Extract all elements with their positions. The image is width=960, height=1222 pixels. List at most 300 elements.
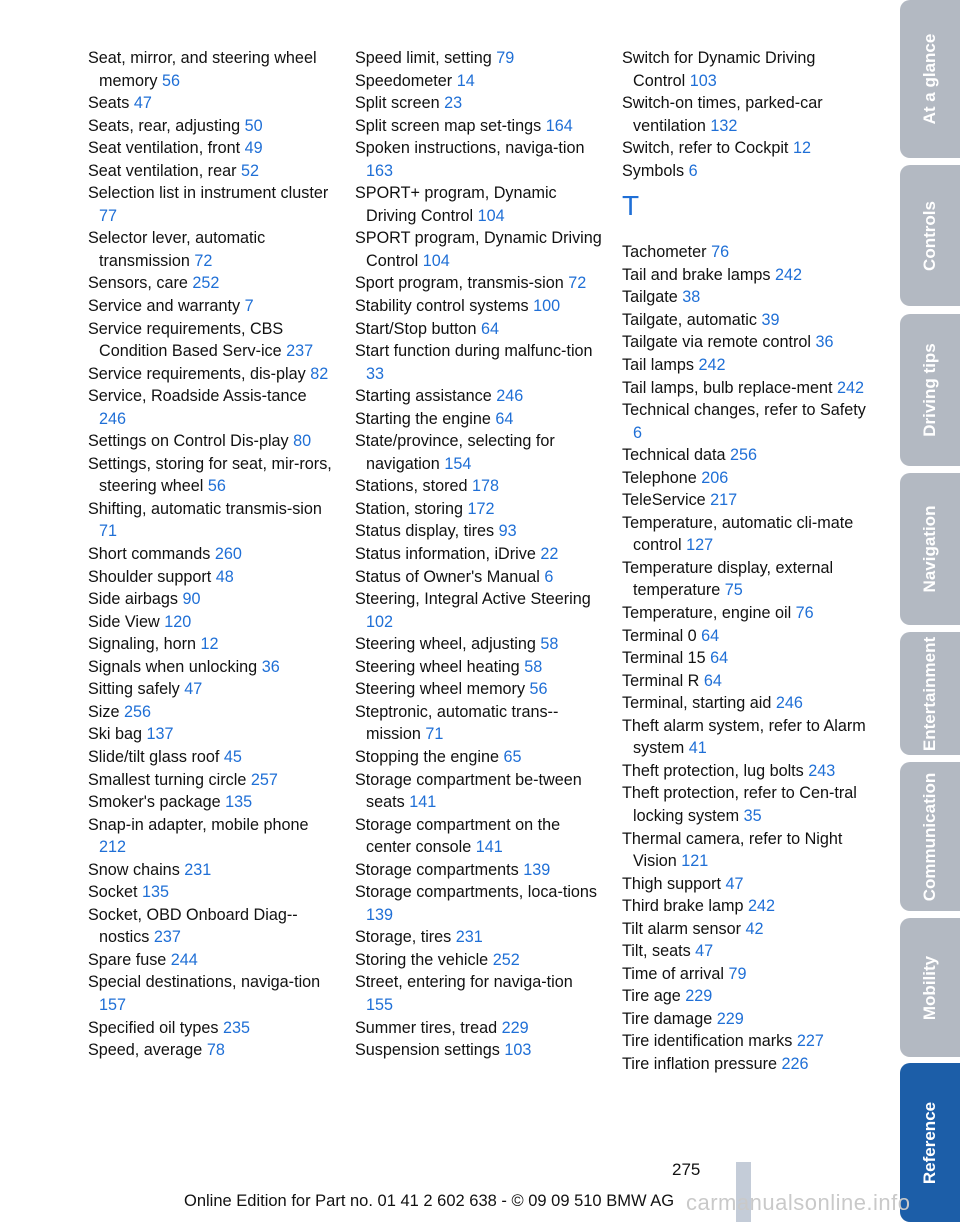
page-reference-link[interactable]: 104 <box>477 206 505 225</box>
page-reference-link[interactable]: 120 <box>164 612 192 631</box>
page-reference-link[interactable]: 141 <box>475 838 503 857</box>
sidebar-tab-label: Mobility <box>920 955 939 1020</box>
index-entry <box>355 408 603 431</box>
index-entry <box>88 588 336 611</box>
entry-term: Steering, Integral Active Steering <box>355 590 591 609</box>
entry-term: Temperature, engine oil <box>622 604 792 623</box>
page-reference-link[interactable]: 178 <box>471 477 499 496</box>
page-reference-link[interactable]: 243 <box>808 761 836 780</box>
index-entry <box>622 489 872 512</box>
entry-term: Shoulder support <box>88 567 212 586</box>
index-entry <box>622 241 872 264</box>
entry-term: Stability control systems <box>355 297 529 316</box>
index-entry <box>355 746 603 769</box>
sidebar-tab-label: Controls <box>920 200 939 271</box>
page-reference-link[interactable]: 52 <box>240 161 259 180</box>
entry-term: Split screen <box>355 94 440 113</box>
index-entry <box>622 760 872 783</box>
entry-term: Terminal 0 <box>622 626 697 645</box>
entry-term: Ski bag <box>88 725 142 744</box>
entry-term: Time of arrival <box>622 964 724 983</box>
entry-term: Seat ventilation, front <box>88 139 241 158</box>
index-entry <box>355 656 603 679</box>
page-reference-link[interactable]: 256 <box>124 702 152 721</box>
index-entry <box>622 377 872 400</box>
page-reference-link[interactable]: 76 <box>711 243 730 262</box>
entry-term: Seat, mirror, and steering wheel memory <box>88 49 317 90</box>
index-entry <box>622 557 872 602</box>
page-reference-link[interactable]: 260 <box>214 545 242 564</box>
entry-term: Tailgate via remote control <box>622 333 811 352</box>
page-reference-link[interactable]: 100 <box>533 297 561 316</box>
entry-term: Summer tires, tread <box>355 1018 498 1037</box>
section-letter-heading: T <box>622 190 640 222</box>
page-reference-link[interactable]: 157 <box>99 995 127 1014</box>
entry-term: TeleService <box>622 491 706 510</box>
page-reference-link[interactable]: 154 <box>444 454 472 473</box>
index-entry <box>355 430 603 475</box>
index-entry <box>622 1053 872 1076</box>
index-entry <box>355 47 603 70</box>
entry-term: Speed, average <box>88 1041 203 1060</box>
index-entry <box>88 678 336 701</box>
index-entry <box>88 723 336 746</box>
index-entry <box>88 227 336 272</box>
entry-term: Side airbags <box>88 590 178 609</box>
page-reference-link[interactable]: 217 <box>710 491 738 510</box>
index-entry <box>88 746 336 769</box>
page-reference-link[interactable]: 71 <box>99 522 118 541</box>
entry-term: Thermal camera, refer to Night Vision <box>622 829 843 871</box>
index-entry <box>355 295 603 318</box>
entry-term: Signaling, horn <box>88 635 196 654</box>
entry-term: SPORT program, Dynamic Driving Control <box>355 229 602 270</box>
index-entry <box>622 782 872 827</box>
page-reference-link[interactable]: 78 <box>206 1041 225 1060</box>
index-entry <box>88 385 336 430</box>
page-reference-link[interactable]: 252 <box>192 274 220 293</box>
page-reference-link[interactable]: 135 <box>142 883 170 902</box>
page-reference-link[interactable]: 56 <box>207 477 226 496</box>
index-entry <box>88 430 336 453</box>
page-reference-link[interactable]: 45 <box>223 747 242 766</box>
entry-term: Status of Owner's Manual <box>355 567 540 586</box>
entry-term: Temperature, automatic cli-mate control <box>622 513 854 555</box>
sidebar-tab-label: Entertainment <box>920 636 939 751</box>
index-entry <box>622 1008 872 1031</box>
index-entry <box>355 701 603 746</box>
index-entry <box>88 701 336 724</box>
page-reference-link[interactable]: 246 <box>775 694 803 713</box>
index-entry <box>88 633 336 656</box>
entry-term: Theft protection, lug bolts <box>622 761 804 780</box>
page-reference-link[interactable]: 237 <box>286 342 314 361</box>
entry-term: Switch for Dynamic Driving Control <box>622 49 816 90</box>
page-reference-link[interactable]: 242 <box>774 265 802 284</box>
entry-term: Tire identification marks <box>622 1032 793 1051</box>
index-entry <box>622 92 872 137</box>
page-reference-link[interactable]: 49 <box>244 139 263 158</box>
entry-term: Special destinations, naviga-tion <box>88 973 321 992</box>
sidebar-tab-at-a-glance[interactable] <box>900 0 960 158</box>
index-entry <box>622 647 872 670</box>
index-entry <box>622 985 872 1008</box>
index-entry <box>88 656 336 679</box>
index-entry <box>88 791 336 814</box>
entry-term: Third brake lamp <box>622 897 744 916</box>
page-reference-link[interactable]: 77 <box>99 206 118 225</box>
page-reference-link[interactable]: 127 <box>686 536 714 555</box>
page-reference-link[interactable]: 65 <box>503 747 522 766</box>
entry-term: Technical changes, refer to Safety <box>622 401 866 420</box>
page-reference-link[interactable]: 64 <box>481 319 500 338</box>
page-reference-link[interactable]: 14 <box>456 71 475 90</box>
page-reference-link[interactable]: 102 <box>366 612 394 631</box>
page-reference-link[interactable]: 36 <box>815 333 834 352</box>
index-entry <box>355 227 603 272</box>
entry-term: Terminal, starting aid <box>622 694 772 713</box>
page-reference-link[interactable]: 36 <box>261 657 280 676</box>
page-reference-link[interactable]: 155 <box>366 995 394 1014</box>
sidebar-tab-mobility[interactable] <box>900 918 960 1057</box>
page-reference-link[interactable]: 12 <box>200 635 219 654</box>
page-reference-link[interactable]: 35 <box>743 806 762 825</box>
page-reference-link[interactable]: 64 <box>701 626 720 645</box>
entry-term: Stations, stored <box>355 477 468 496</box>
page-reference-link[interactable]: 79 <box>496 49 515 67</box>
index-entry <box>355 498 603 521</box>
index-entry <box>622 625 872 648</box>
entry-term: Storage compartment be-tween seats <box>355 770 582 812</box>
page-reference-link[interactable]: 64 <box>495 409 514 428</box>
entry-term: Socket, OBD Onboard Diag-nostics <box>88 905 298 947</box>
page-reference-link[interactable]: 257 <box>250 770 278 789</box>
page-reference-link[interactable]: 164 <box>545 116 573 135</box>
index-entry <box>355 115 603 138</box>
page-reference-link[interactable]: 56 <box>529 680 548 699</box>
page-reference-link[interactable]: 64 <box>710 649 729 668</box>
sidebar-tab-navigation[interactable] <box>900 473 960 625</box>
index-column-2 <box>355 47 603 1062</box>
entry-term: Snow chains <box>88 860 180 879</box>
entry-term: Tilt alarm sensor <box>622 919 742 938</box>
index-entry <box>622 47 872 92</box>
page-reference-link[interactable]: 72 <box>194 251 213 270</box>
index-entry <box>355 272 603 295</box>
page-reference-link[interactable]: 39 <box>761 310 780 329</box>
page-reference-link[interactable]: 229 <box>501 1018 529 1037</box>
index-entry <box>355 385 603 408</box>
page-reference-link[interactable]: 227 <box>796 1032 824 1051</box>
entry-term: Spare fuse <box>88 950 167 969</box>
entry-term: Tilt, seats <box>622 942 691 961</box>
sidebar-tab-entertainment[interactable] <box>900 632 960 755</box>
entry-term: Seat ventilation, rear <box>88 161 237 180</box>
index-entry <box>355 633 603 656</box>
index-entry <box>88 115 336 138</box>
index-entry <box>88 498 336 543</box>
index-entry <box>88 1039 336 1062</box>
page-number: 275 <box>672 1160 701 1179</box>
entry-term: Steering wheel, adjusting <box>355 635 536 654</box>
entry-term: Temperature display, external temperature <box>622 558 834 600</box>
entry-term: Tire damage <box>622 1009 713 1028</box>
index-entry <box>88 611 336 634</box>
index-entry <box>355 340 603 385</box>
page-reference-link[interactable]: 172 <box>467 499 495 518</box>
index-entry <box>88 92 336 115</box>
index-entry <box>355 859 603 882</box>
entry-term: Storing the vehicle <box>355 950 489 969</box>
page-reference-link[interactable]: 103 <box>689 71 717 90</box>
index-entry <box>88 814 336 859</box>
page-reference-link[interactable]: 80 <box>293 432 312 451</box>
page-reference-link[interactable]: 71 <box>425 725 444 744</box>
page-reference-link[interactable]: 242 <box>837 378 865 397</box>
index-entry <box>88 363 336 386</box>
index-entry <box>355 1039 603 1062</box>
page-reference-link[interactable]: 139 <box>366 905 394 924</box>
page-reference-link[interactable]: 206 <box>701 468 729 487</box>
page-reference-link[interactable]: 244 <box>170 950 198 969</box>
index-entry <box>622 264 872 287</box>
page-reference-link[interactable]: 135 <box>225 793 253 812</box>
index-entry <box>622 286 872 309</box>
entry-term: Tail and brake lamps <box>622 265 771 284</box>
page-reference-link[interactable]: 12 <box>792 139 811 158</box>
page-reference-link[interactable]: 58 <box>540 635 559 654</box>
index-entry <box>622 602 872 625</box>
page-reference-link[interactable]: 76 <box>795 604 814 623</box>
page-reference-link[interactable]: 79 <box>728 964 747 983</box>
entry-term: Theft alarm system, refer to Alarm system <box>622 716 866 758</box>
entry-term: Smoker's package <box>88 793 221 812</box>
index-entry <box>88 47 336 92</box>
sidebar-tab-controls[interactable] <box>900 165 960 306</box>
entry-term: Steering wheel memory <box>355 680 526 699</box>
entry-term: Telephone <box>622 468 697 487</box>
page-reference-link[interactable]: 242 <box>698 356 726 375</box>
index-entry <box>622 692 872 715</box>
page-reference-link[interactable]: 246 <box>496 387 524 406</box>
sidebar-tab-label: Driving tips <box>920 343 939 437</box>
page-reference-link[interactable]: 237 <box>153 928 181 947</box>
entry-term: Settings on Control Dis-play <box>88 432 289 451</box>
entry-term: Specified oil types <box>88 1018 219 1037</box>
index-entry <box>622 331 872 354</box>
index-entry <box>355 520 603 543</box>
entry-term: Switch-on times, parked-car ventilation <box>622 94 823 135</box>
page-reference-link[interactable]: 7 <box>244 297 254 316</box>
page-reference-link[interactable]: 33 <box>366 364 385 383</box>
page-reference-link[interactable]: 252 <box>492 950 520 969</box>
page-reference-link[interactable]: 235 <box>222 1018 250 1037</box>
page-reference-link[interactable]: 47 <box>133 94 152 113</box>
index-entry <box>88 295 336 318</box>
page-reference-link[interactable]: 137 <box>146 725 174 744</box>
page-reference-link[interactable]: 82 <box>310 364 329 383</box>
page-reference-link[interactable]: 41 <box>688 739 707 758</box>
entry-term: Sport program, transmis-sion <box>355 274 564 293</box>
page-reference-link[interactable]: 256 <box>730 446 758 465</box>
page-reference-link[interactable]: 47 <box>695 942 714 961</box>
index-entry <box>88 160 336 183</box>
entry-term: Selection list in instrument cluster <box>88 184 329 203</box>
entry-term: Snap-in adapter, mobile phone <box>88 815 309 834</box>
entry-term: Service requirements, dis-play <box>88 364 306 383</box>
entry-term: Stopping the engine <box>355 747 500 766</box>
page-reference-link[interactable]: 242 <box>747 897 775 916</box>
entry-term: Seats, rear, adjusting <box>88 116 241 135</box>
index-entry <box>355 814 603 859</box>
index-entry <box>88 566 336 589</box>
entry-term: Steptronic, automatic trans-mission <box>355 702 559 744</box>
index-entry <box>355 926 603 949</box>
index-entry <box>355 881 603 926</box>
entry-term: Starting assistance <box>355 387 492 406</box>
index-entry <box>88 137 336 160</box>
entry-term: Seats <box>88 94 130 113</box>
page-reference-link[interactable]: 103 <box>504 1041 532 1060</box>
page-reference-link[interactable]: 229 <box>716 1009 744 1028</box>
page-reference-link[interactable]: 141 <box>409 793 437 812</box>
page-reference-link[interactable]: 226 <box>781 1054 809 1073</box>
index-entry <box>355 566 603 589</box>
entry-term: Start/Stop button <box>355 319 477 338</box>
footer-text: Online Edition for Part no. 01 41 2 602 638 - © 09 09 510 BMW AG <box>184 1192 675 1210</box>
entry-term: Settings, storing for seat, mir-rors, steering wheel <box>88 454 332 496</box>
index-column-1 <box>88 47 336 1062</box>
page-reference-link[interactable]: 50 <box>244 116 263 135</box>
entry-term: Tail lamps, bulb replace-ment <box>622 378 833 397</box>
index-entry <box>622 918 872 941</box>
page-reference-link[interactable]: 6 <box>544 567 554 586</box>
index-entry <box>622 828 872 873</box>
index-entry <box>622 963 872 986</box>
page-reference-link[interactable]: 93 <box>498 522 517 541</box>
index-entry <box>355 543 603 566</box>
entry-term: Service and warranty <box>88 297 241 316</box>
page-reference-link[interactable]: 231 <box>184 860 212 879</box>
page-reference-link[interactable]: 163 <box>366 161 394 180</box>
sidebar-tab-label: Navigation <box>920 505 939 593</box>
page-reference-link[interactable]: 23 <box>444 94 463 113</box>
page-reference-link[interactable]: 121 <box>681 852 709 871</box>
page-reference-link[interactable]: 6 <box>688 161 698 180</box>
index-entry <box>355 588 603 633</box>
sidebar-tab-label: At a glance <box>920 33 939 125</box>
entry-term: Socket <box>88 883 138 902</box>
page-reference-link[interactable]: 229 <box>685 987 713 1006</box>
entry-term: Service, Roadside Assis-tance <box>88 387 307 406</box>
page-reference-link[interactable]: 139 <box>523 860 551 879</box>
entry-term: Status display, tires <box>355 522 495 541</box>
index-entry <box>355 182 603 227</box>
index-entry <box>88 881 336 904</box>
index-entry <box>622 137 872 160</box>
entry-term: Street, entering for naviga-tion <box>355 973 573 992</box>
page-reference-link[interactable]: 48 <box>215 567 234 586</box>
entry-term: Tailgate <box>622 288 678 307</box>
entry-term: Service requirements, CBS Condition Based Serv-ice <box>88 319 284 361</box>
entry-term: Status information, iDrive <box>355 545 536 564</box>
index-entry <box>622 873 872 896</box>
entry-term: Switch, refer to Cockpit <box>622 139 789 158</box>
index-entry <box>622 670 872 693</box>
page-reference-link[interactable]: 246 <box>99 409 127 428</box>
index-entry <box>88 318 336 363</box>
sidebar-tab-label: Communication <box>920 772 939 901</box>
index-entry <box>355 678 603 701</box>
page-reference-link[interactable]: 75 <box>724 581 743 600</box>
index-entry <box>622 309 872 332</box>
entry-term: Size <box>88 702 120 721</box>
entry-term: Steering wheel heating <box>355 657 520 676</box>
index-entry <box>622 715 872 760</box>
index-entry <box>622 399 872 444</box>
entry-term: Terminal 15 <box>622 649 706 668</box>
index-entry <box>355 475 603 498</box>
entry-term: Theft protection, refer to Cen-tral locking system <box>622 784 857 825</box>
index-entry <box>88 971 336 1016</box>
index-entry <box>88 859 336 882</box>
entry-term: Shifting, automatic transmis-sion <box>88 499 322 518</box>
page-reference-link[interactable]: 90 <box>182 590 201 609</box>
index-entry <box>355 318 603 341</box>
page-reference-link[interactable]: 42 <box>745 919 764 938</box>
page-reference-link[interactable]: 38 <box>682 288 701 307</box>
page-reference-link[interactable]: 6 <box>633 423 643 442</box>
entry-term: Tire age <box>622 987 681 1006</box>
entry-term: Short commands <box>88 545 211 564</box>
entry-term: Storage compartments <box>355 860 519 879</box>
entry-term: Thigh support <box>622 874 721 893</box>
index-entry <box>355 971 603 1016</box>
page-reference-link[interactable]: 64 <box>703 671 722 690</box>
page-reference-link[interactable]: 22 <box>540 545 559 564</box>
sidebar-tab-label: Reference <box>920 1101 939 1184</box>
index-entry <box>88 904 336 949</box>
page-reference-link[interactable]: 47 <box>184 680 203 699</box>
page-reference-link[interactable]: 212 <box>99 838 127 857</box>
entry-term: Storage compartment on the center console <box>355 815 561 857</box>
index-entry <box>88 272 336 295</box>
entry-term: Station, storing <box>355 499 463 518</box>
entry-term: Spoken instructions, naviga-tion <box>355 139 585 158</box>
page-reference-link[interactable]: 56 <box>161 71 180 90</box>
index-entry <box>622 354 872 377</box>
watermark: carmanualsonline.info <box>686 1190 911 1215</box>
sidebar-tab-driving-tips[interactable] <box>900 314 960 466</box>
page-reference-link[interactable]: 132 <box>710 116 738 135</box>
index-entry <box>355 1017 603 1040</box>
sidebar-tab-communication[interactable] <box>900 762 960 911</box>
entry-term: Tachometer <box>622 243 707 262</box>
entry-term: Speedometer <box>355 71 453 90</box>
page-reference-link[interactable]: 72 <box>568 274 587 293</box>
page-reference-link[interactable]: 231 <box>455 928 483 947</box>
entry-term: Suspension settings <box>355 1041 500 1060</box>
index-entry <box>88 769 336 792</box>
index-entry <box>622 160 872 183</box>
page-reference-link[interactable]: 47 <box>725 874 744 893</box>
entry-term: Slide/tilt glass roof <box>88 747 220 766</box>
chapter-sidebar <box>898 0 960 1222</box>
page-reference-link[interactable]: 58 <box>524 657 543 676</box>
entry-term: Symbols <box>622 161 685 180</box>
page-reference-link[interactable]: 104 <box>422 251 450 270</box>
index-entry <box>622 444 872 467</box>
